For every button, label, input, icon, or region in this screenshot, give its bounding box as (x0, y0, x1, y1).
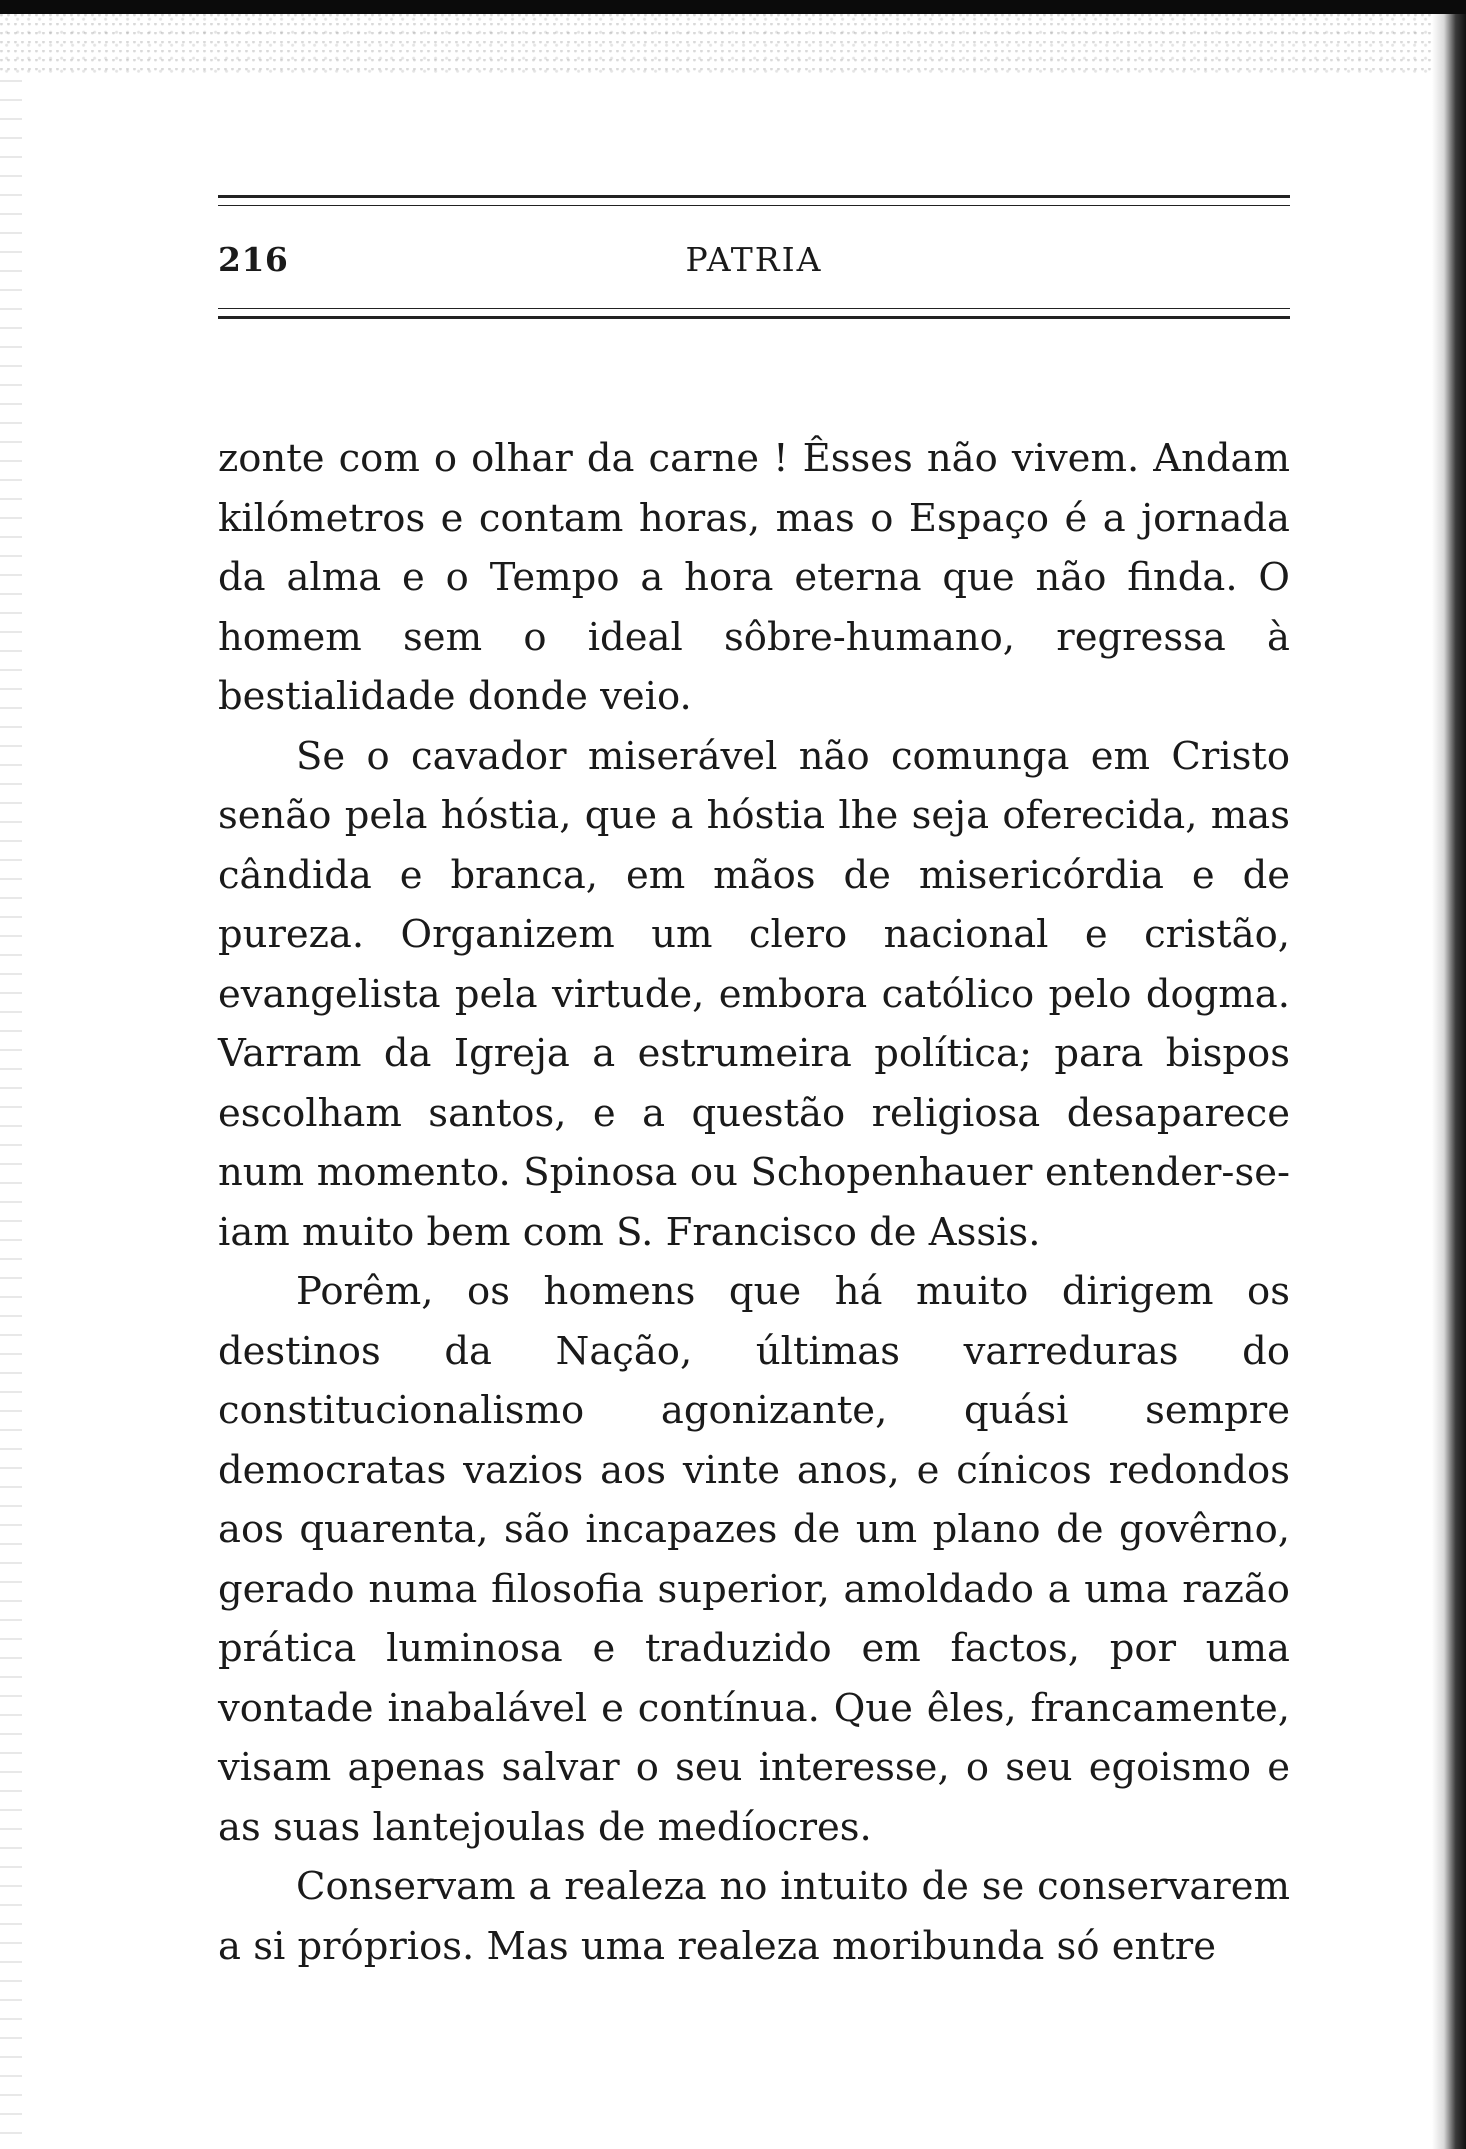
page-header (218, 206, 1290, 278)
paragraph: Conservam a realeza no intuito de se conservarem a si próprios. Mas uma realeza moribunda só entre (218, 1864, 1290, 1969)
scan-noise-top (0, 14, 1466, 74)
paragraph: Porêm, os homens que há muito dirigem os destinos da Nação, últimas varreduras do constitucionalismo agonizante, quási sempre democratas vazios aos vinte anos, e cínicos redondos aos quarenta, são incapazes de um plano de govêrno, gerado numa filosofia superior, amoldado a uma razão prática luminosa e traduzido em factos, por uma vontade inabalável e contínua. Que êles, francamente, visam apenas salvar o seu interesse, o seu egoismo e as suas lantejoulas de medíocres. (218, 1269, 1290, 1850)
book-page (218, 195, 1290, 1976)
paragraph: zonte com o olhar da carne ! Êsses não vivem. Andam kilómetros e contam horas, mas o Espaço é a jornada da alma e o Tempo a hora eterna que não finda. O homem sem o ideal sôbre-humano, regressa à bestialidade donde veio. (218, 436, 1290, 719)
page-number: 216 (218, 240, 289, 279)
paragraph: Se o cavador miserável não comunga em Cristo senão pela hóstia, que a hóstia lhe seja oferecida, mas cândida e branca, em mãos de misericórdia e de pureza. Organizem um clero nacional e cristão, evangelista pela virtude, embora católico pelo dogma. Varram da Igreja a estrumeira política; para bispos escolham santos, e a questão religiosa desaparece num momento. Spinosa ou Schopenhauer entender-se-iam muito bem com S. Francisco de Assis. (218, 733, 1290, 1255)
header-rule-bottom (218, 308, 1290, 319)
scan-border-top (0, 0, 1466, 14)
body-text (218, 429, 1290, 1976)
header-rule-top (218, 195, 1290, 206)
scan-border-left (0, 80, 22, 2149)
running-title: PATRIA (685, 240, 823, 279)
scan-border-right (1432, 14, 1466, 2149)
